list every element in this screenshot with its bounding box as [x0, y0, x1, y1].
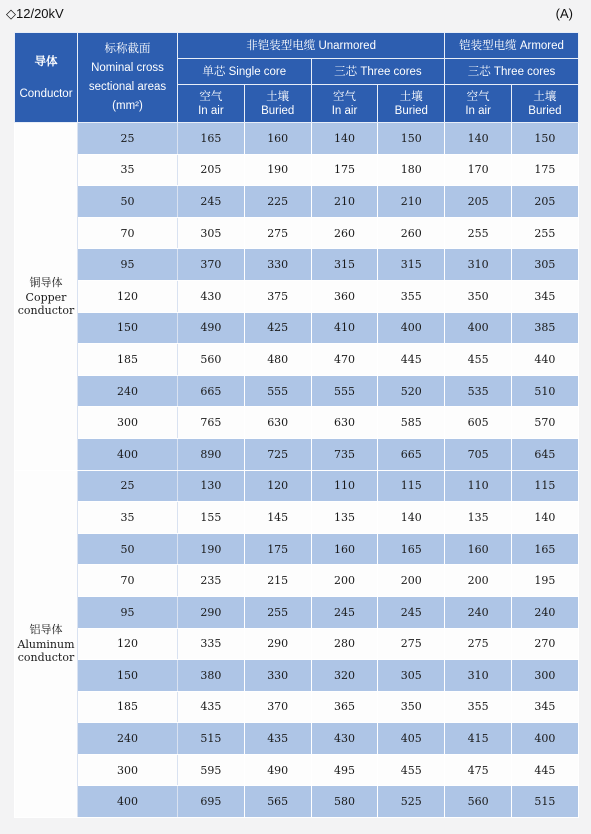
table-row — [15, 470, 579, 502]
rating-cell: 255 — [512, 217, 579, 249]
rating-cell: 425 — [244, 312, 311, 344]
rating-cell: 535 — [445, 375, 512, 407]
section-cell: 300 — [78, 407, 178, 439]
table-row — [15, 533, 579, 565]
rating-cell: 595 — [178, 754, 245, 786]
rating-cell: 165 — [378, 533, 445, 565]
rating-cell: 520 — [378, 375, 445, 407]
rating-cell: 585 — [378, 407, 445, 439]
rating-cell: 300 — [512, 660, 579, 692]
rating-cell: 140 — [445, 123, 512, 155]
in-air-header — [311, 85, 378, 123]
section-cell: 300 — [78, 754, 178, 786]
rating-cell: 275 — [445, 628, 512, 660]
section-cell: 50 — [78, 533, 178, 565]
three-cores-unarmored-header: 三芯 Three cores — [311, 59, 445, 85]
conductor-header-zh: 导体 — [34, 55, 58, 68]
table-row — [15, 786, 579, 818]
buried-header-en: Buried — [528, 104, 562, 117]
rating-cell: 140 — [512, 502, 579, 534]
rating-cell: 360 — [311, 280, 378, 312]
rating-cell: 570 — [512, 407, 579, 439]
conductor-group-name-en-2: conductor — [17, 303, 75, 317]
section-cell: 25 — [78, 470, 178, 502]
rating-cell: 665 — [378, 438, 445, 470]
conductor-group-name-en-1: Copper — [25, 290, 67, 304]
armored-header: 铠装型电缆 Armored — [445, 33, 579, 59]
rating-cell: 555 — [311, 375, 378, 407]
rating-cell: 375 — [244, 280, 311, 312]
rating-cell: 200 — [445, 565, 512, 597]
section-header-en-1: Nominal cross — [91, 62, 164, 74]
rating-cell: 765 — [178, 407, 245, 439]
rating-cell: 410 — [311, 312, 378, 344]
conductor-group-cell — [15, 123, 78, 471]
section-cell: 25 — [78, 123, 178, 155]
rating-cell: 415 — [445, 723, 512, 755]
rating-cell: 355 — [445, 691, 512, 723]
section-cell: 70 — [78, 565, 178, 597]
rating-cell: 150 — [512, 123, 579, 155]
rating-cell: 310 — [445, 249, 512, 281]
section-cell: 35 — [78, 154, 178, 186]
rating-cell: 135 — [445, 502, 512, 534]
rating-cell: 140 — [378, 502, 445, 534]
rating-cell: 120 — [244, 470, 311, 502]
rating-cell: 525 — [378, 786, 445, 818]
rating-cell: 215 — [244, 565, 311, 597]
rating-cell: 370 — [244, 691, 311, 723]
rating-cell: 225 — [244, 186, 311, 218]
rating-cell: 470 — [311, 344, 378, 376]
rating-cell: 310 — [445, 660, 512, 692]
rating-cell: 165 — [512, 533, 579, 565]
rating-cell: 405 — [378, 723, 445, 755]
buried-header-en: Buried — [394, 104, 428, 117]
rating-cell: 150 — [378, 123, 445, 155]
rating-cell: 115 — [378, 470, 445, 502]
rating-cell: 290 — [244, 628, 311, 660]
rating-cell: 445 — [512, 754, 579, 786]
section-cell: 35 — [78, 502, 178, 534]
single-core-header: 单芯 Single core — [178, 59, 312, 85]
rating-cell: 580 — [311, 786, 378, 818]
rating-cell: 305 — [378, 660, 445, 692]
table-body — [15, 123, 579, 818]
rating-cell: 110 — [311, 470, 378, 502]
section-cell: 240 — [78, 375, 178, 407]
rating-cell: 280 — [311, 628, 378, 660]
rating-cell: 210 — [378, 186, 445, 218]
rating-cell: 330 — [244, 660, 311, 692]
rating-cell: 130 — [178, 470, 245, 502]
section-cell: 70 — [78, 217, 178, 249]
rating-cell: 290 — [178, 596, 245, 628]
rating-cell: 645 — [512, 438, 579, 470]
rating-cell: 725 — [244, 438, 311, 470]
rating-cell: 385 — [512, 312, 579, 344]
rating-cell: 490 — [178, 312, 245, 344]
section-cell: 50 — [78, 186, 178, 218]
buried-header-zh: 土壤 — [533, 90, 557, 103]
rating-cell: 205 — [512, 186, 579, 218]
rating-cell: 180 — [378, 154, 445, 186]
rating-cell: 115 — [512, 470, 579, 502]
rating-cell: 155 — [178, 502, 245, 534]
section-header-unit: (mm²) — [112, 100, 143, 112]
rating-cell: 175 — [244, 533, 311, 565]
table-row — [15, 312, 579, 344]
rating-cell: 275 — [244, 217, 311, 249]
rating-cell: 555 — [244, 375, 311, 407]
rating-cell: 205 — [445, 186, 512, 218]
table-row — [15, 565, 579, 597]
section-cell: 120 — [78, 628, 178, 660]
rating-cell: 165 — [178, 123, 245, 155]
rating-cell: 455 — [445, 344, 512, 376]
section-cell: 95 — [78, 249, 178, 281]
section-cell: 150 — [78, 660, 178, 692]
rating-cell: 110 — [445, 470, 512, 502]
rating-cell: 305 — [178, 217, 245, 249]
rating-cell: 630 — [244, 407, 311, 439]
three-cores-armored-header: 三芯 Three cores — [445, 59, 579, 85]
rating-cell: 160 — [445, 533, 512, 565]
rating-cell: 140 — [311, 123, 378, 155]
rating-cell: 305 — [512, 249, 579, 281]
section-header — [78, 33, 178, 123]
rating-cell: 435 — [178, 691, 245, 723]
section-header-en-2: sectional areas — [88, 81, 167, 93]
buried-header — [244, 85, 311, 123]
rating-cell: 695 — [178, 786, 245, 818]
rating-cell: 480 — [244, 344, 311, 376]
rating-cell: 240 — [445, 596, 512, 628]
rating-cell: 475 — [445, 754, 512, 786]
rating-cell: 260 — [311, 217, 378, 249]
section-header-zh: 标称截面 — [104, 43, 151, 55]
rating-cell: 365 — [311, 691, 378, 723]
rating-cell: 430 — [178, 280, 245, 312]
conductor-group-name-zh: 铝导体 — [29, 623, 63, 637]
rating-cell: 515 — [178, 723, 245, 755]
rating-cell: 605 — [445, 407, 512, 439]
table-row — [15, 407, 579, 439]
rating-cell: 565 — [244, 786, 311, 818]
rating-cell: 560 — [178, 344, 245, 376]
table-row — [15, 660, 579, 692]
rating-cell: 245 — [378, 596, 445, 628]
page-header — [0, 0, 591, 28]
table-row — [15, 754, 579, 786]
buried-header — [378, 85, 445, 123]
rating-cell: 330 — [244, 249, 311, 281]
rating-cell: 160 — [244, 123, 311, 155]
in-air-header-en: In air — [198, 104, 224, 117]
buried-header-zh: 土壤 — [266, 90, 290, 103]
rating-cell: 135 — [311, 502, 378, 534]
table-row — [15, 249, 579, 281]
buried-header-en: Buried — [261, 104, 295, 117]
section-cell: 400 — [78, 438, 178, 470]
buried-header — [512, 85, 579, 123]
rating-cell: 200 — [378, 565, 445, 597]
conductor-group-name-en-1: Aluminum — [17, 638, 75, 652]
rating-cell: 380 — [178, 660, 245, 692]
rating-cell: 495 — [311, 754, 378, 786]
table-row — [15, 596, 579, 628]
table-row — [15, 217, 579, 249]
rating-cell: 400 — [378, 312, 445, 344]
in-air-header-zh: 空气 — [332, 90, 356, 103]
table-row — [15, 154, 579, 186]
conductor-header — [15, 33, 78, 123]
rating-cell: 435 — [244, 723, 311, 755]
conductor-group-name-en-2: conductor — [17, 651, 75, 665]
rating-cell: 400 — [445, 312, 512, 344]
in-air-header-zh: 空气 — [199, 90, 223, 103]
in-air-header — [178, 85, 245, 123]
rating-cell: 345 — [512, 691, 579, 723]
rating-cell: 630 — [311, 407, 378, 439]
rating-cell: 515 — [512, 786, 579, 818]
voltage-label: ◇12/20kV — [6, 6, 64, 21]
table-row — [15, 438, 579, 470]
section-cell: 185 — [78, 344, 178, 376]
table-header — [15, 33, 579, 123]
in-air-header — [445, 85, 512, 123]
rating-cell: 160 — [311, 533, 378, 565]
rating-cell: 455 — [378, 754, 445, 786]
in-air-header-en: In air — [465, 104, 491, 117]
rating-cell: 430 — [311, 723, 378, 755]
table-row — [15, 123, 579, 155]
buried-header-zh: 土壤 — [399, 90, 423, 103]
rating-cell: 335 — [178, 628, 245, 660]
rating-cell: 205 — [178, 154, 245, 186]
rating-cell: 190 — [178, 533, 245, 565]
rating-cell: 705 — [445, 438, 512, 470]
table-row — [15, 723, 579, 755]
rating-cell: 245 — [178, 186, 245, 218]
rating-cell: 400 — [512, 723, 579, 755]
conductor-group-cell — [15, 470, 78, 818]
in-air-header-zh: 空气 — [466, 90, 490, 103]
table-row — [15, 691, 579, 723]
rating-cell: 170 — [445, 154, 512, 186]
rating-cell: 370 — [178, 249, 245, 281]
rating-cell: 490 — [244, 754, 311, 786]
rating-cell: 235 — [178, 565, 245, 597]
table-row — [15, 186, 579, 218]
rating-cell: 275 — [378, 628, 445, 660]
rating-cell: 350 — [378, 691, 445, 723]
conductor-header-en: Conductor — [19, 87, 73, 100]
rating-cell: 345 — [512, 280, 579, 312]
rating-cell: 255 — [244, 596, 311, 628]
rating-cell: 445 — [378, 344, 445, 376]
unarmored-header: 非铠装型电缆 Unarmored — [178, 33, 445, 59]
rating-cell: 175 — [512, 154, 579, 186]
section-cell: 150 — [78, 312, 178, 344]
rating-cell: 240 — [512, 596, 579, 628]
table-row — [15, 375, 579, 407]
rating-cell: 145 — [244, 502, 311, 534]
rating-cell: 190 — [244, 154, 311, 186]
rating-cell: 270 — [512, 628, 579, 660]
rating-cell: 260 — [378, 217, 445, 249]
rating-cell: 735 — [311, 438, 378, 470]
table-row — [15, 280, 579, 312]
table-tag: (A) — [555, 6, 573, 21]
rating-cell: 175 — [311, 154, 378, 186]
rating-cell: 195 — [512, 565, 579, 597]
section-cell: 95 — [78, 596, 178, 628]
rating-cell: 315 — [311, 249, 378, 281]
section-cell: 400 — [78, 786, 178, 818]
rating-cell: 320 — [311, 660, 378, 692]
in-air-header-en: In air — [331, 104, 358, 117]
rating-cell: 355 — [378, 280, 445, 312]
table-row — [15, 628, 579, 660]
rating-cell: 200 — [311, 565, 378, 597]
rating-cell: 890 — [178, 438, 245, 470]
section-cell: 185 — [78, 691, 178, 723]
rating-cell: 255 — [445, 217, 512, 249]
rating-cell: 350 — [445, 280, 512, 312]
rating-cell: 245 — [311, 596, 378, 628]
rating-cell: 665 — [178, 375, 245, 407]
table-row — [15, 344, 579, 376]
section-cell: 240 — [78, 723, 178, 755]
rating-cell: 510 — [512, 375, 579, 407]
rating-cell: 560 — [445, 786, 512, 818]
rating-cell: 315 — [378, 249, 445, 281]
table-row — [15, 502, 579, 534]
conductor-group-name-zh: 铜导体 — [29, 275, 63, 289]
section-cell: 120 — [78, 280, 178, 312]
rating-cell: 210 — [311, 186, 378, 218]
rating-cell: 440 — [512, 344, 579, 376]
current-rating-table — [14, 32, 579, 818]
